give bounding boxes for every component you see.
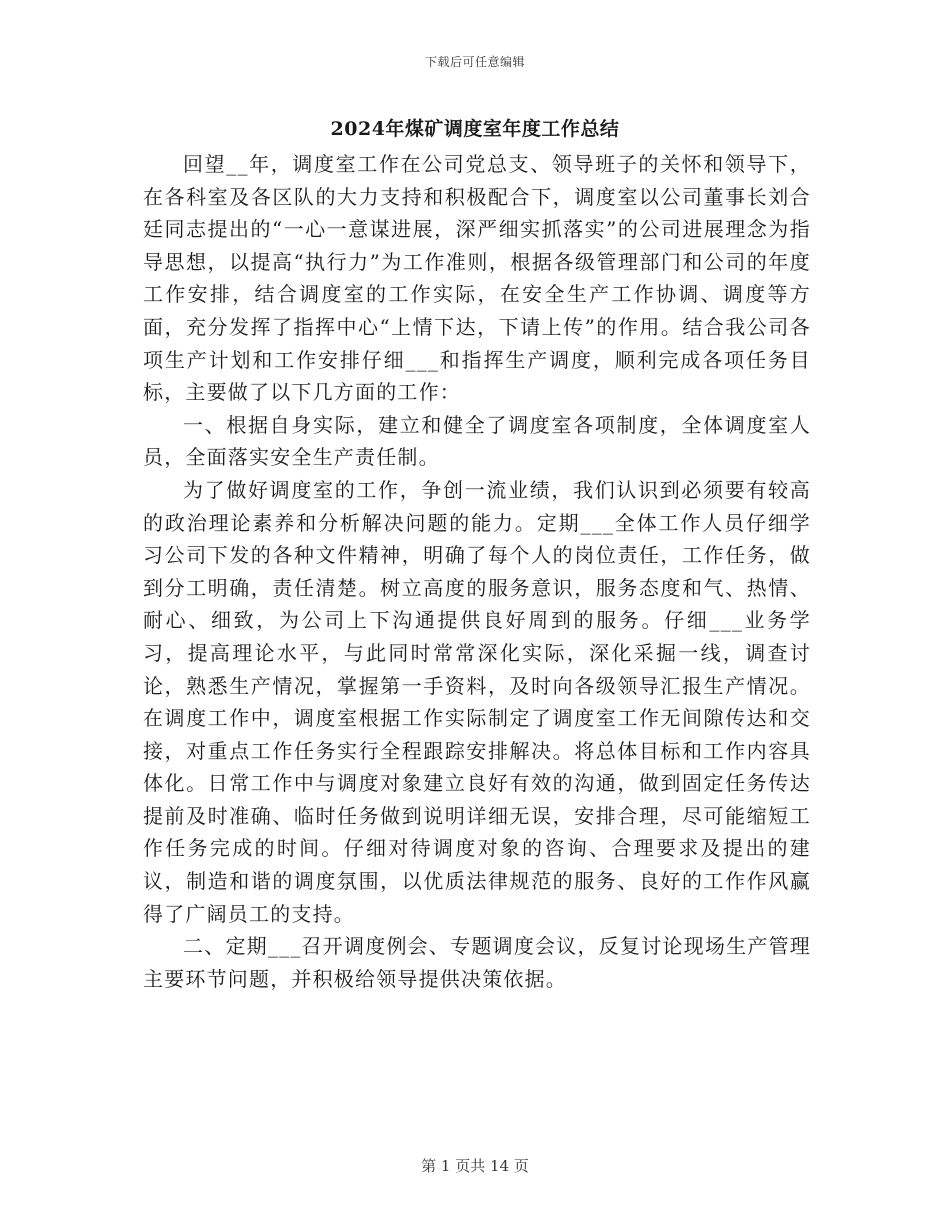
document-body: [143, 148, 811, 995]
paragraph-section-one-detail: 为了做好调度室的工作，争创一流业绩，我们认识到必须要有较高的政治理论素养和分析解决问题的能力。定期___全体工作人员仔细学习公司下发的各种文件精神，明确了每个人的岗位责任，工作任务，做到分工明确，责任清楚。树立高度的服务意识，服务态度和气、热情、耐心、细致，为公司上下沟通提供良好周到的服务。仔细___业务学习，提高理论水平，与此同时常常深化实际，深化采掘一线，调查讨论，熟悉生产情况，掌握第一手资料，及时向各级领导汇报生产情况。在调度工作中，调度室根据工作实际制定了调度室工作无间隙传达和交接，对重点工作任务实行全程跟踪安排解决。将总体目标和工作内容具体化。日常工作中与调度对象建立良好有效的沟通，做到固定任务传达提前及时准确、临时任务做到说明详细无误，安排合理，尽可能缩短工作任务完成的时间。仔细对待调度对象的咨询、合理要求及提出的建议，制造和谐的调度氛围，以优质法律规范的服务、良好的工作作风赢得了广阔员工的支持。: [143, 477, 811, 926]
header-note: 下载后可任意编辑: [424, 55, 525, 69]
page-number: 第 1 页共 14 页: [421, 1157, 529, 1175]
paragraph-section-one: 一、根据自身实际，建立和健全了调度室各项制度，全体调度室人员，全面落实安全生产责任制。: [143, 412, 811, 470]
document-title: 2024年煤矿调度室年度工作总结: [330, 118, 620, 140]
paragraph-section-two: 二、定期___召开调度例会、专题调度会议，反复讨论现场生产管理主要环节问题，并积极给领导提供决策依据。: [143, 934, 811, 991]
paragraph-intro: 回望__年，调度室工作在公司党总支、领导班子的关怀和领导下，在各科室及各区队的大力支持和积极配合下，调度室以公司董事长刘合廷同志提出的“一心一意谋进展，深严细实抓落实”的公司进展理念为指导思想，以提高“执行力”为工作准则，根据各级管理部门和公司的年度工作安排，结合调度室的工作实际，在安全生产工作协调、调度等方面，充分发挥了指挥中心“上情下达，下请上传”的作用。结合我公司各项生产计划和工作安排仔细___和指挥生产调度，顺利完成各项任务目标，主要做了以下几方面的工作：: [143, 152, 811, 405]
